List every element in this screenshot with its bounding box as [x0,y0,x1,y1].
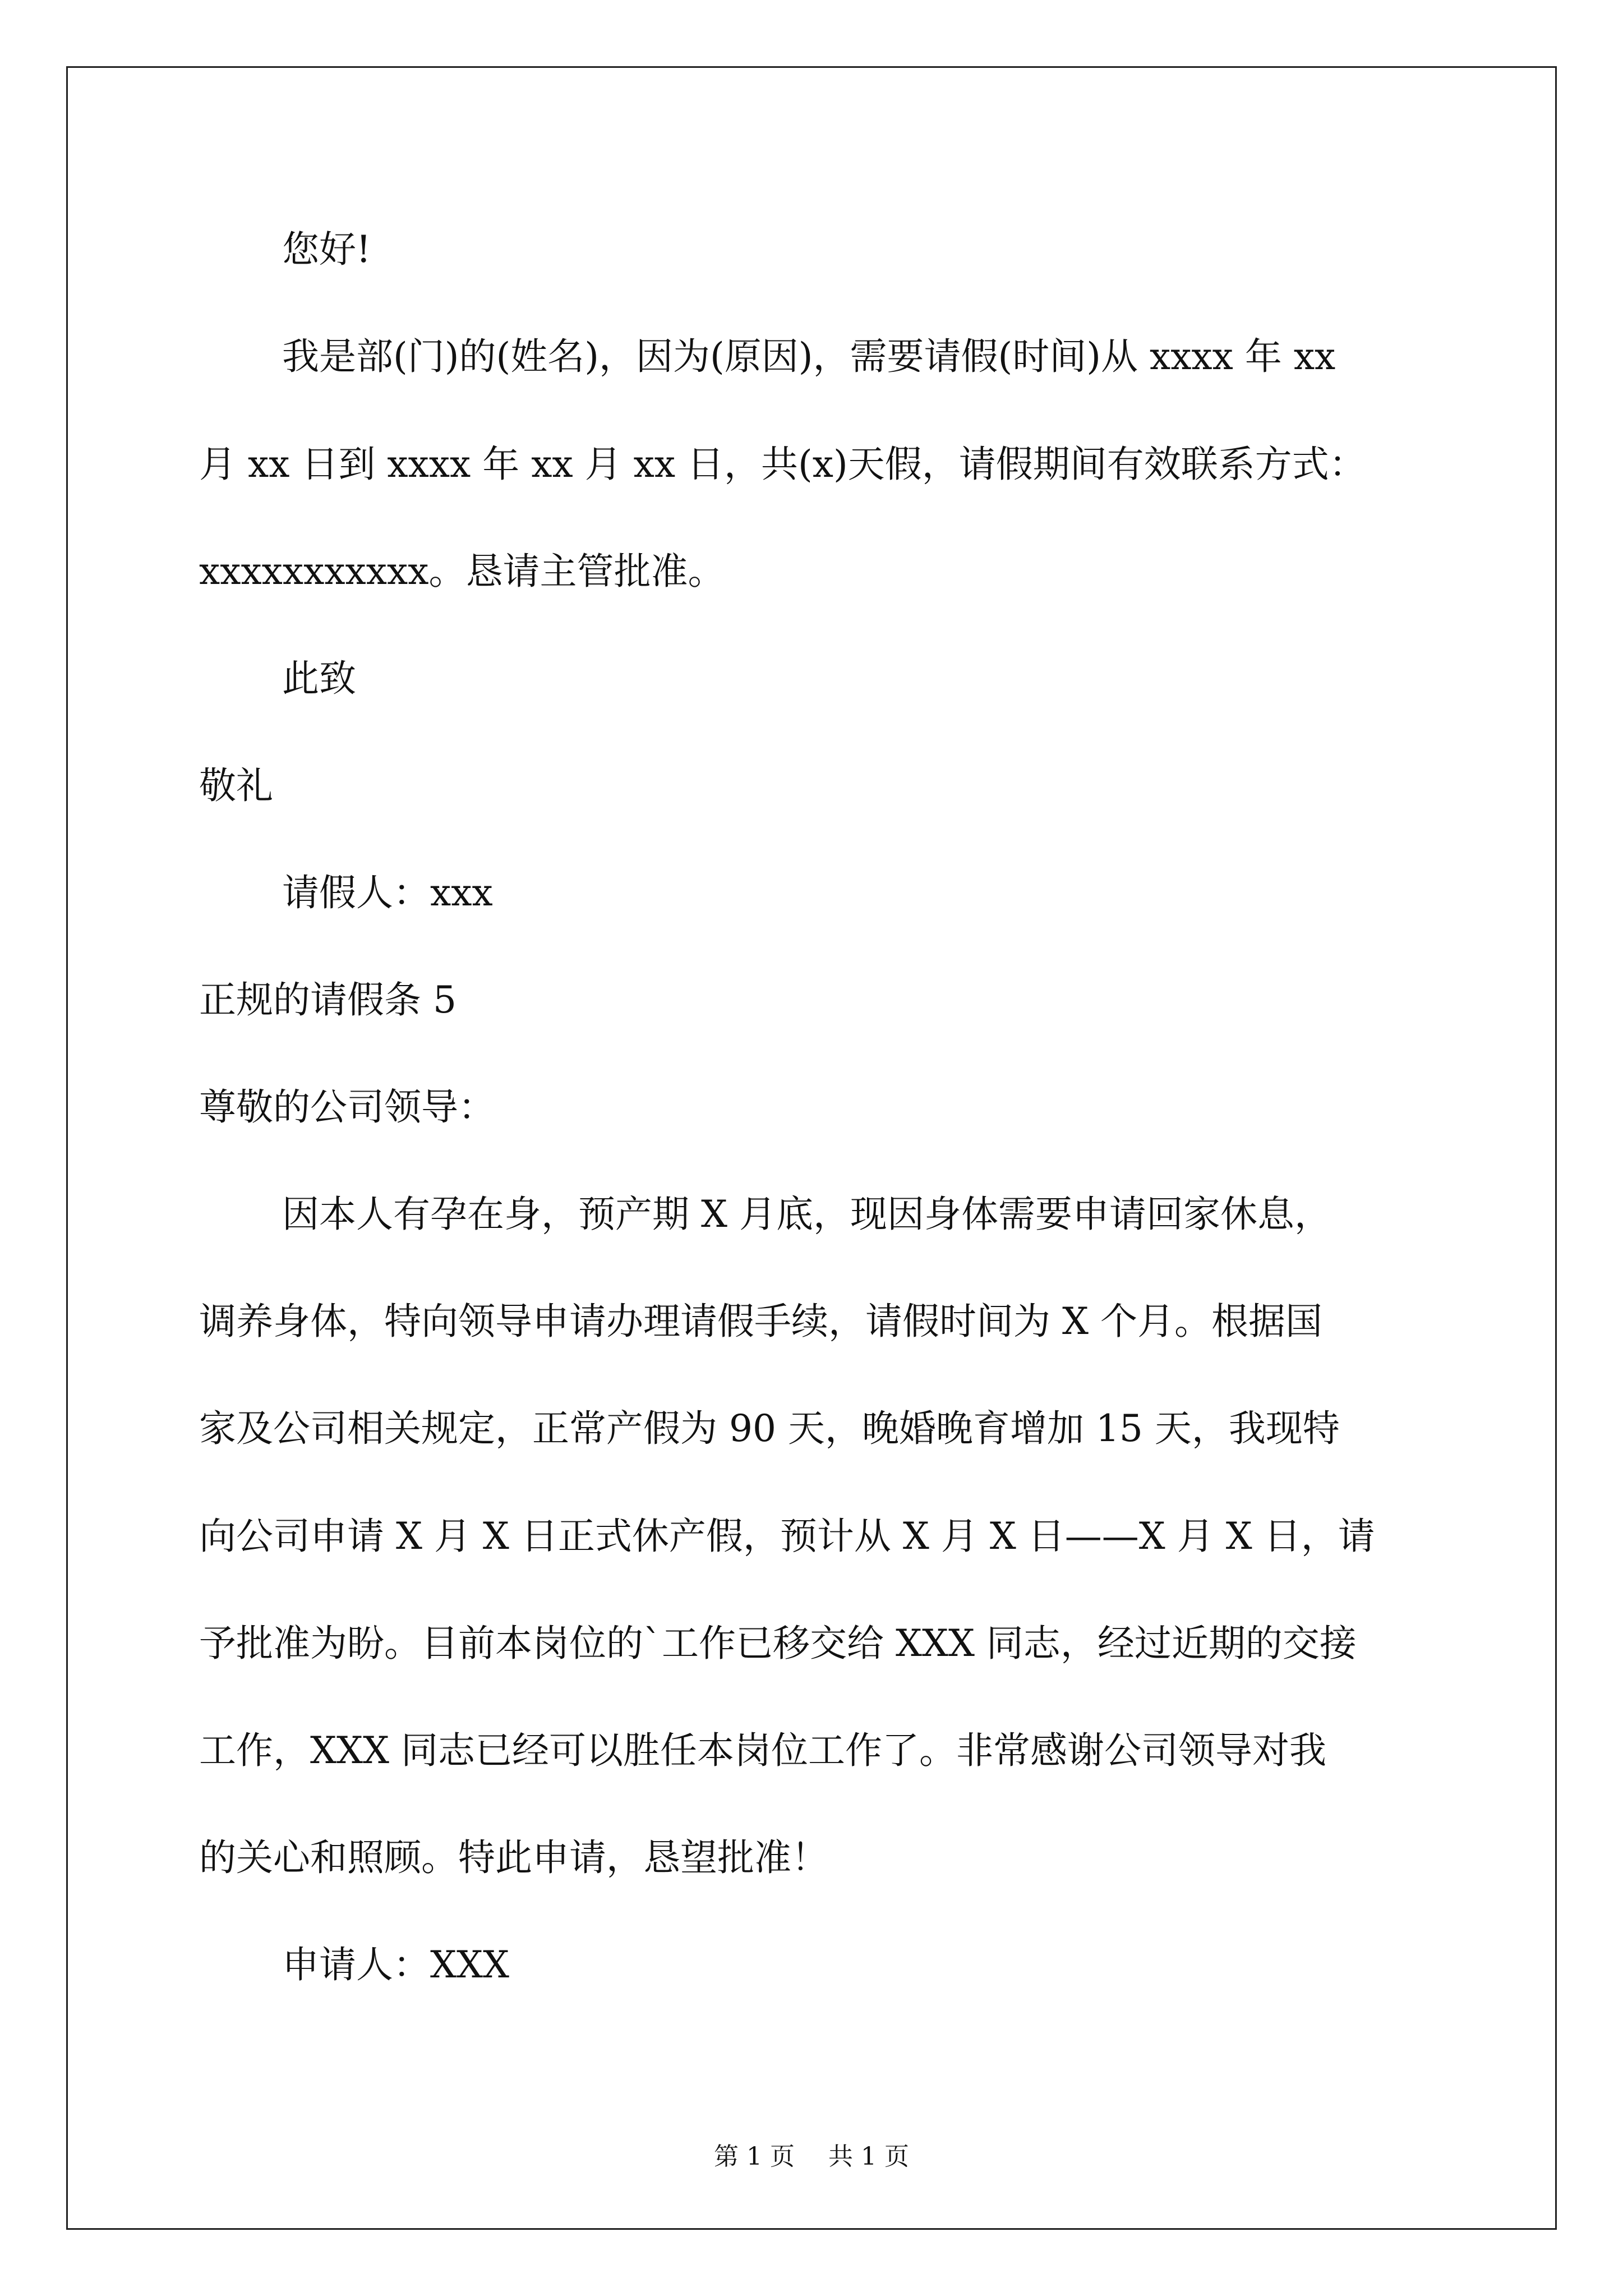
text-line: 向公司申请 X 月 X 日正式休产假，预计从 X 月 X 日——X 月 X 日，请 [199,1515,1375,1558]
signature-line: 申请人：XXX [282,1943,509,1986]
page-total: 共 1 页 [828,2142,909,2171]
page-border [66,66,1557,2230]
text-line: 我是部(门)的(姓名)，因为(原因)，需要请假(时间)从 xxxx 年 xx [282,335,1336,378]
text-line: 您好! [282,228,371,271]
section-title: 正规的请假条 5 [199,978,457,1022]
page-number: 第 1 页 [714,2142,795,2171]
text-line: 月 xx 日到 xxxx 年 xx 月 xx 日，共(x)天假，请假期间有效联系方式： [199,443,1366,486]
text-line: 此致 [282,657,356,700]
text-line: xxxxxxxxxxx。恳请主管批准。 [199,550,725,593]
signature-line: 请假人：xxx [282,871,493,914]
text-line: 工作，XXX 同志已经可以胜任本岗位工作了。非常感谢公司领导对我 [199,1729,1326,1772]
text-line: 家及公司相关规定，正常产假为 90 天，晚婚晚育增加 15 天，我现特 [199,1407,1340,1450]
text-line: 敬礼 [199,764,273,807]
text-line: 因本人有孕在身，预产期 X 月底，现因身体需要申请回家休息， [282,1193,1331,1236]
text-line: 调养身体，特向领导申请办理请假手续，请假时间为 X 个月。根据国 [199,1300,1322,1343]
page-footer [0,2136,1623,2172]
text-line: 予批准为盼。目前本岗位的`工作已移交给 XXX 同志，经过近期的交接 [199,1622,1357,1665]
salutation: 尊敬的公司领导： [199,1085,495,1129]
text-line: 的关心和照顾。特此申请，恳望批准！ [199,1836,828,1879]
